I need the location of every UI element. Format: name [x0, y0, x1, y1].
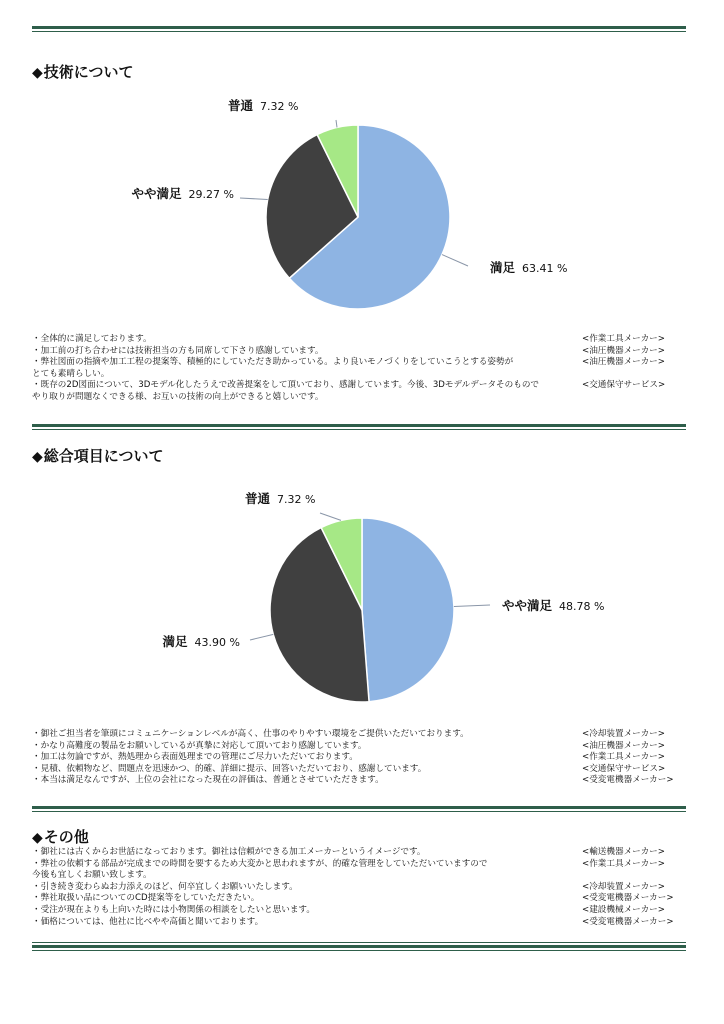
- comment-source: <油圧機器メーカー>: [582, 357, 665, 368]
- comment-row: [32, 917, 688, 929]
- comment-text: ・加工前の打ち合わせには技術担当の方も同席して下さり感謝しています。: [32, 345, 324, 356]
- comment-source: <交通保守サービス>: [582, 763, 666, 774]
- slice-category: 満足: [162, 634, 188, 649]
- comment-row: [32, 847, 688, 859]
- comment-row: [32, 346, 688, 358]
- comment-text: ・弊社図面の指摘や加工工程の提案等、積極的にしていただき助かっている。より良いモノづくりをしていこうとする姿勢が とても素晴らしい。: [32, 357, 514, 379]
- leader-line-2: [336, 120, 337, 127]
- comment-source: <作業工具メーカー>: [582, 334, 665, 344]
- bottom-rule: [32, 942, 686, 951]
- comment-text: ・本当は満足なんですが、上位の会社になった現在の評価は、普通とさせていただきます。: [32, 775, 384, 786]
- comment-source: <油圧機器メーカー>: [582, 740, 665, 751]
- section-title-overall: ◆総合項目について: [32, 447, 164, 465]
- pie-chart-overall: [140, 483, 620, 713]
- comment-row: [32, 882, 688, 894]
- comment-source: <作業工具メーカー>: [582, 858, 665, 869]
- comment-source: <建設機械メーカー>: [582, 904, 665, 915]
- comment-text: ・加工は勿論ですが、熱処理から表面処理までの管理にご尽力いただいております。: [32, 752, 358, 763]
- section-title-technique: ◆技術について: [32, 63, 134, 81]
- comment-row: [32, 729, 688, 741]
- slice-label-1: [132, 186, 234, 201]
- slice-percentage: 7.32 %: [277, 493, 316, 506]
- comment-row: [32, 357, 688, 380]
- comment-text: ・弊社取扱い品についてのCD提案等をしていただきたい。: [32, 893, 260, 904]
- slice-label-0: [490, 260, 567, 275]
- comment-source: <作業工具メーカー>: [582, 752, 665, 763]
- slice-category: 普通: [228, 98, 254, 113]
- comment-text: ・全体的に満足しております。: [32, 334, 152, 344]
- pie-slice-0: [362, 518, 454, 702]
- comment-source: <受変電機器メーカー>: [582, 775, 674, 786]
- comment-source: <油圧機器メーカー>: [582, 345, 665, 356]
- comments-other: [32, 847, 688, 928]
- comments-technique: [32, 334, 688, 404]
- comment-source: <交通保守サービス>: [582, 380, 666, 391]
- slice-label-2: [245, 491, 315, 506]
- diamond-icon: ◆: [32, 830, 43, 846]
- comment-row: [32, 859, 688, 882]
- slice-category: 普通: [245, 491, 271, 506]
- comment-row: [32, 893, 688, 905]
- slice-label-2: [228, 98, 298, 113]
- slice-label-0: [502, 598, 604, 613]
- pie-chart-technique: [131, 90, 570, 330]
- slice-percentage: 29.27 %: [188, 188, 234, 201]
- comment-row: [32, 752, 688, 764]
- leader-line-0: [454, 605, 490, 607]
- comment-row: [32, 905, 688, 917]
- comment-source: <受変電機器メーカー>: [582, 893, 674, 904]
- divider-rule-2: [32, 806, 686, 812]
- slice-percentage: 48.78 %: [559, 600, 605, 613]
- slice-percentage: 43.90 %: [194, 636, 240, 649]
- comment-row: [32, 764, 688, 776]
- comment-source: <冷却装置メーカー>: [582, 881, 665, 892]
- leader-line-0: [442, 255, 468, 266]
- comment-text: ・価格については、他社に比べやや高価と聞いております。: [32, 916, 264, 927]
- leader-line-2: [320, 513, 341, 520]
- diamond-icon: ◆: [32, 449, 43, 465]
- comment-text: ・御社には古くからお世話になっております。御社は信頼ができる加工メーカーというイメージです。: [32, 847, 426, 857]
- comment-source: <冷却装置メーカー>: [582, 729, 665, 739]
- comments-overall: [32, 729, 688, 787]
- slice-category: 満足: [490, 260, 516, 275]
- slice-category: やや満足: [131, 186, 182, 201]
- comment-row: [32, 334, 688, 346]
- comment-text: ・見積、依頼物など、問題点を迅速かつ、的確、詳細に提示、回答いただいており、感謝しています。: [32, 763, 427, 774]
- slice-percentage: 7.32 %: [260, 100, 299, 113]
- leader-line-1: [240, 198, 268, 200]
- leader-line-1: [250, 634, 273, 640]
- comment-source: <輸送機器メーカー>: [582, 847, 665, 857]
- slice-category: やや満足: [502, 598, 553, 613]
- slice-label-1: [163, 634, 240, 649]
- comment-text: ・かなり高難度の製品をお願いしているが真摯に対応して頂いており感謝しています。: [32, 740, 367, 751]
- comment-text: ・受注が現在よりも上向いた時には小物関係の相談をしたいと思います。: [32, 904, 315, 915]
- comment-row: [32, 741, 688, 753]
- slice-percentage: 63.41 %: [522, 262, 568, 275]
- comment-row: [32, 775, 688, 787]
- comment-row: [32, 380, 688, 403]
- comment-text: ・御社ご担当者を筆頭にコミュニケーションレベルが高く、仕事のやりやすい環境をご提供いただいております。: [32, 729, 469, 739]
- comment-text: ・既存の2D図面について、3Dモデル化したうえで改善提案をして頂いており、感謝しています。今後、3Dモデルデータそのもので やり取りが問題なくできる様、お互いの技術の向上ができると嬉しいです。: [32, 380, 540, 402]
- top-rule: [32, 26, 686, 32]
- comment-text: ・弊社の依頼する部品が完成までの時間を要するため大変かと思われますが、的確な管理をしていただいていますので 今後も宜しくお願い致します。: [32, 858, 488, 881]
- comment-text: ・引き続き変わらぬお力添えのほど、何卒宜しくお願いいたします。: [32, 881, 298, 892]
- comment-source: <受変電機器メーカー>: [582, 916, 674, 927]
- section-title-other: ◆その他: [32, 828, 89, 846]
- diamond-icon: ◆: [32, 65, 43, 81]
- divider-rule-1: [32, 424, 686, 430]
